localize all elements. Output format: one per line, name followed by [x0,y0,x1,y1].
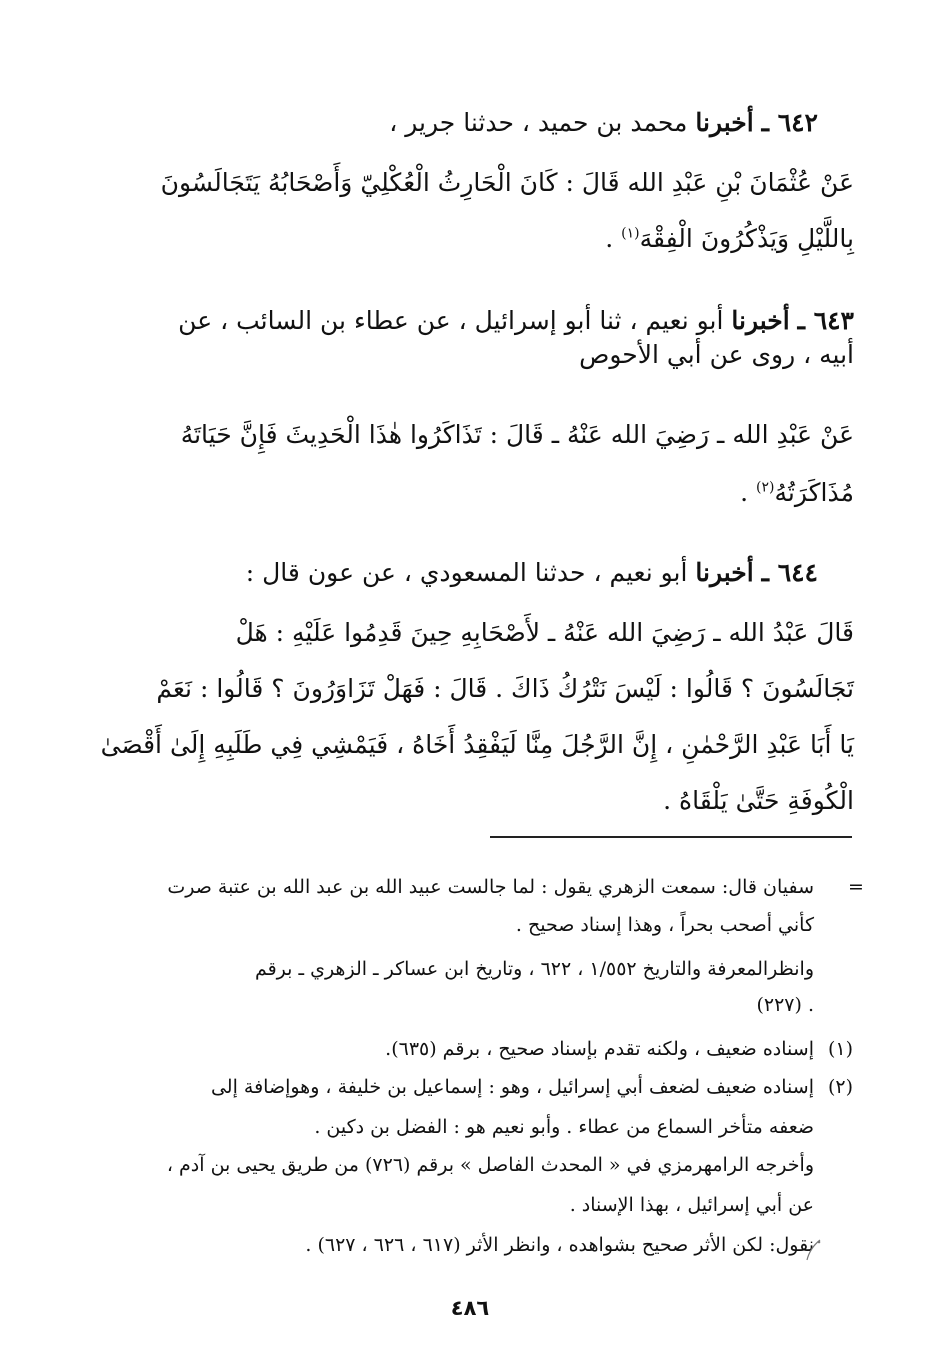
footnote-2-line: عن أبي إسرائيل ، بهذا الإسناد . [569,1194,814,1216]
entry-number: ٦٤٤ ـ [761,558,818,587]
footnote-2-line: إسناده ضعيف لضعف أبي إسرائيل ، وهو : إسماعيل بن خليفة ، وهوإضافة إلى [210,1076,814,1098]
page-number: ٤٨٦ [450,1296,490,1320]
entry-number: ٦٤٣ ـ [797,306,854,335]
footnote-1-marker: (١) [828,1038,854,1060]
entry-isnad: أبو نعيم ، ثنا أبو إسرائيل ، عن عطاء بن السائب ، عن [178,306,724,335]
entry-isnad: محمد بن حميد ، حدثنا جرير ، [389,108,688,137]
footnote-line: (٢٢٧) . [756,994,814,1016]
entry-number: ٦٤٢ ـ [761,108,818,137]
entry-643-isnad-line: أبيه ، روى عن أبي الأحوص [579,340,854,369]
footnote-2-line: نقول: لكن الأثر صحيح بشواهده ، وانظر الأثر (٦١٧ ، ٦٢٦ ، ٦٢٧) . [305,1234,814,1256]
footnote-ref: (٢) [756,479,775,496]
text-fragment: . [605,224,622,253]
pen-mark-icon [804,1238,822,1262]
entry-644-text-line: الْكُوفَةِ حَتَّىٰ يَلْقَاهُ . [663,786,854,815]
continuation-marker: = [848,876,864,898]
entry-644-text-line: يَا أَبَا عَبْدِ الرَّحْمٰنِ ، إِنَّ الرَّجُلَ مِنَّا لَيَفْقِدُ أَخَاهُ ، فَيَمْشِي فِي طَلَبِهِ إِلَىٰ أَقْصَىٰ [100,730,854,759]
text-fragment: بِاللَّيْلِ وَيَذْكُرُونَ الْفِقْهَ [639,224,854,253]
footnote-line: وانظرالمعرفة والتاريخ ١/٥٥٢ ، ٦٢٢ ، وتاريخ ابن عساكر ـ الزهري ـ برقم [254,958,814,980]
text-fragment: مُذَاكَرَتُهُ [774,478,854,507]
entry-lead: أخبرنا [695,108,754,137]
entry-644-text-line: قَالَ عَبْدُ الله ـ رَضِيَ الله عَنْهُ ـ لأَصْحَابِهِ حِينَ قَدِمُوا عَلَيْهِ : هَلْ [235,618,854,647]
entry-643-text-line: عَنْ عَبْدِ الله ـ رَضِيَ الله عَنْهُ ـ قَالَ : تَذَاكَرُوا هٰذَا الْحَدِيثَ فَإِنَّ حَيَاتَهُ [180,420,854,449]
footnote-2-marker: (٢) [828,1076,854,1098]
footnote-line: سفيان قال: سمعت الزهري يقول : لما جالست عبيد الله بن عبد الله بن عتبة صرت [167,876,814,898]
footnote-divider [490,836,852,838]
entry-644-heading [246,558,818,587]
footnote-ref: (١) [621,225,640,242]
footnote-1-line: إسناده ضعيف ، ولكنه تقدم بإسناد صحيح ، برقم (٦٣٥). [385,1038,814,1060]
entry-lead: أخبرنا [695,558,754,587]
entry-642-text-line: عَنْ عُثْمَانَ بْنِ عَبْدِ الله قَالَ : كَانَ الْحَارِثُ الْعُكْلِيّ وَأَصْحَابُهُ يَتَجَالَسُونَ [160,168,854,197]
entry-643-text-line [740,478,854,507]
entry-isnad: أبو نعيم ، حدثنا المسعودي ، عن عون قال : [245,558,688,587]
footnote-2-line: وأخرجه الرامهرمزي في « المحدث الفاصل » برقم (٧٢٦) من طريق يحيى بن آدم ، [166,1154,814,1176]
footnote-line: كأني أصحب بحراً ، وهذا إسناد صحيح . [515,914,814,936]
entry-644-text-line: تَجَالَسُونَ ؟ قَالُوا : لَيْسَ نَتْرُكُ ذَاكَ . قَالَ : فَهَلْ تَزَاوَرُونَ ؟ قَالُوا : نَعَمْ [156,674,854,703]
text-fragment: . [740,478,756,507]
entry-643-heading [178,306,854,335]
entry-642-heading [389,108,818,137]
footnote-2-line: ضعفه متأخر السماع من عطاء . وأبو نعيم هو : الفضل بن دكين . [314,1116,814,1138]
entry-lead: أخبرنا [731,306,790,335]
entry-642-text-line [605,224,854,253]
